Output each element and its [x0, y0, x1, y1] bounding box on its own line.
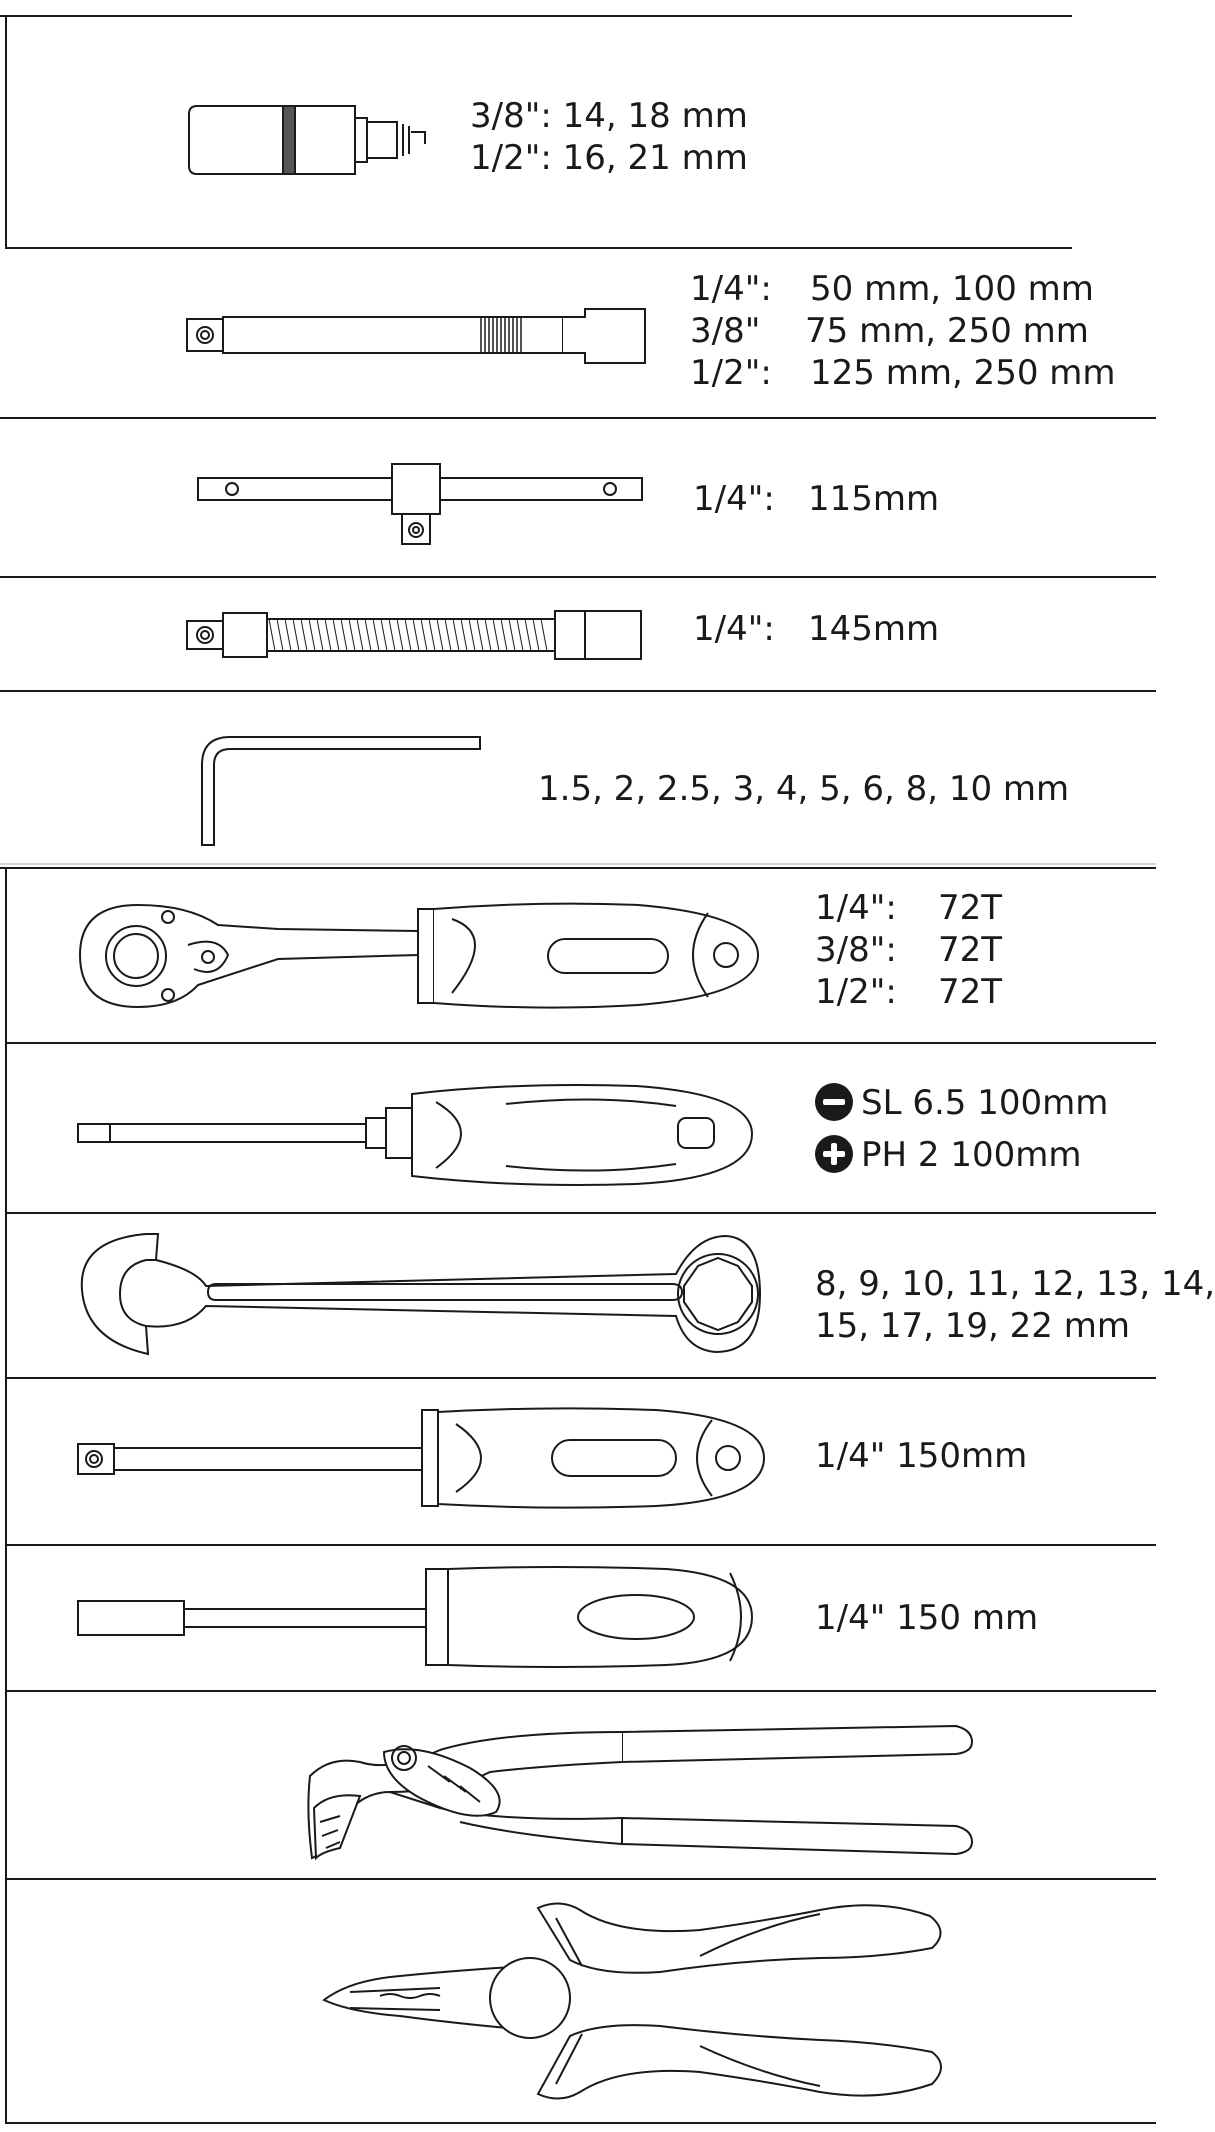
socket-adapter-sizes: [470, 95, 748, 179]
water-pump-pliers-icon: [300, 1712, 972, 1862]
flexible-extension-value: 145mm: [808, 609, 940, 649]
length-value: 50 mm, 100 mm: [810, 269, 1094, 309]
bit-driver-icon: [76, 1406, 766, 1510]
ratchet-size-line: [815, 971, 1003, 1013]
wrench-size-line: 15, 17, 19, 22 mm: [815, 1306, 1130, 1346]
t-handle-value: 115mm: [808, 479, 940, 519]
divider: [5, 1878, 1156, 1880]
nut-driver-icon: [76, 1565, 756, 1669]
t-handle-icon: [196, 460, 646, 550]
slotted-size: SL 6.5 100mm: [861, 1083, 1109, 1123]
phillips-size: PH 2 100mm: [861, 1135, 1082, 1175]
wrench-size-line: 8, 9, 10, 11, 12, 13, 14,: [815, 1264, 1215, 1304]
slotted-size-line: [815, 1082, 1108, 1124]
divider: [5, 867, 7, 2122]
divider: [0, 867, 1156, 869]
divider: [5, 1212, 1156, 1214]
nut-driver-size: 1/4" 150 mm: [815, 1598, 1039, 1638]
socket-size-line: 3/8": 14, 18 mm: [470, 96, 748, 136]
teeth-count: 72T: [938, 972, 1003, 1012]
divider: [5, 247, 1072, 249]
ratchet-icon: [78, 895, 760, 1017]
divider: [5, 1690, 1156, 1692]
extension-bar-sizes: [690, 268, 1116, 394]
drive-size: 1/4":: [690, 269, 772, 309]
ratchet-size-line: [815, 887, 1003, 929]
drive-size: 3/8":: [815, 930, 897, 970]
drive-size: 1/2":: [815, 972, 897, 1012]
divider: [0, 576, 1156, 578]
extension-size-line: [690, 352, 1116, 394]
divider: [5, 1544, 1156, 1546]
combination-wrench-icon: [76, 1230, 762, 1358]
plus-circle-icon: [815, 1135, 853, 1173]
divider: [0, 15, 1072, 17]
drive-size: 1/2":: [690, 353, 772, 393]
divider: [0, 417, 1156, 419]
divider: [0, 863, 1156, 865]
ratchet-size-line: [815, 929, 1003, 971]
length-value: 75 mm, 250 mm: [805, 311, 1089, 351]
teeth-count: 72T: [938, 888, 1003, 928]
socket-size-line: 1/2": 16, 21 mm: [470, 138, 748, 178]
divider: [5, 1042, 1156, 1044]
extension-size-line: [690, 268, 1094, 310]
extension-size-line: [690, 310, 1089, 352]
minus-circle-icon: [815, 1083, 853, 1121]
screwdriver-sizes: [815, 1082, 1108, 1176]
screwdriver-icon: [76, 1080, 756, 1190]
divider: [5, 1377, 1156, 1379]
length-value: 125 mm, 250 mm: [810, 353, 1116, 393]
divider: [5, 2122, 1156, 2124]
flexible-extension-label: 1/4":: [693, 609, 775, 649]
flexible-extension-icon: [185, 607, 645, 663]
extension-bar-icon: [185, 305, 645, 365]
t-handle-label: 1/4":: [693, 479, 775, 519]
drive-size: 3/8": [690, 311, 761, 351]
hex-key-icon: [200, 735, 482, 847]
ratchet-sizes: [815, 887, 1003, 1013]
divider: [5, 15, 7, 247]
bit-driver-size: 1/4" 150mm: [815, 1436, 1028, 1476]
wrench-sizes: [815, 1263, 1215, 1347]
drive-size: 1/4":: [815, 888, 897, 928]
socket-adapter-icon: [185, 100, 435, 180]
combination-pliers-icon: [320, 1896, 952, 2106]
phillips-size-line: [815, 1134, 1108, 1176]
divider: [0, 690, 1156, 692]
teeth-count: 72T: [938, 930, 1003, 970]
hex-key-sizes: 1.5, 2, 2.5, 3, 4, 5, 6, 8, 10 mm: [538, 769, 1070, 809]
